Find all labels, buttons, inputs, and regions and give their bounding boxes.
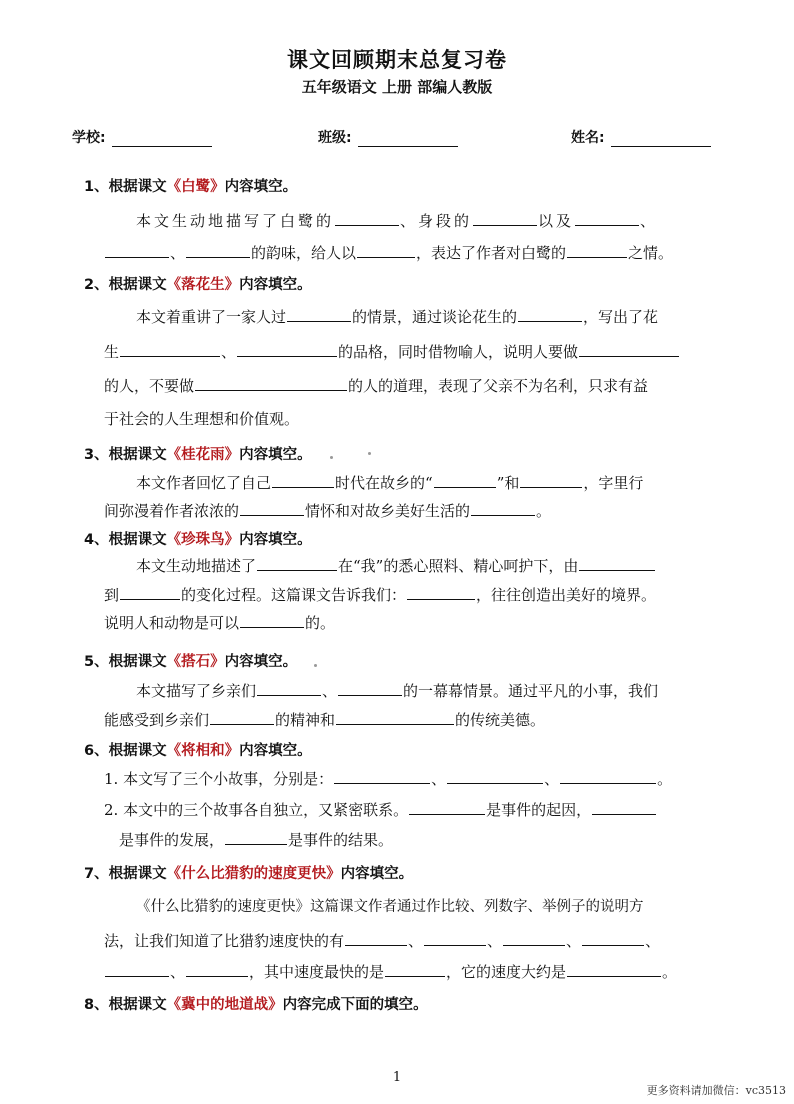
answer-blank[interactable] (518, 306, 582, 322)
page-title: 课文回顾期末总复习卷 (287, 48, 507, 72)
text: 是事件的起因， (486, 801, 592, 819)
school-blank[interactable] (112, 132, 212, 147)
page-number: 1 (392, 1070, 402, 1085)
text: 本文生动地描写了白鹭的 (136, 212, 335, 230)
answer-blank[interactable] (272, 472, 334, 488)
answer-blank[interactable] (575, 210, 639, 226)
class-field (318, 127, 458, 147)
answer-blank[interactable] (257, 680, 321, 696)
text: ，它的速度大约是 (446, 963, 567, 981)
question-7-heading (84, 862, 413, 883)
question-number: 5、根据课文 (84, 654, 167, 670)
book-title: 《落花生》 (166, 277, 240, 293)
question-number: 4、根据课文 (84, 532, 167, 548)
answer-blank[interactable] (503, 930, 565, 946)
text: 是事件的结果。 (288, 831, 394, 849)
book-title: 《什么比猎豹的速度更快》 (166, 866, 341, 882)
answer-blank[interactable] (225, 829, 287, 845)
name-blank[interactable] (611, 132, 711, 147)
text: 的韵味，给人以 (251, 244, 357, 262)
question-number: 8、根据课文 (84, 997, 167, 1013)
stray-mark (330, 456, 333, 459)
answer-blank[interactable] (240, 612, 304, 628)
text: 本文着重讲了一家人过 (136, 308, 287, 326)
answer-blank[interactable] (592, 799, 656, 815)
question-instruction: 内容填空。 (224, 654, 298, 670)
school-field (72, 127, 212, 147)
answer-blank[interactable] (287, 306, 351, 322)
answer-blank[interactable] (434, 472, 496, 488)
answer-blank[interactable] (105, 961, 169, 977)
q7-line-2 (104, 930, 660, 951)
q2-line-4: 于社会的人生理想和价值观。 (104, 410, 300, 428)
book-title: 《冀中的地道战》 (166, 997, 283, 1013)
question-6-heading (84, 739, 312, 760)
text: 法，让我们知道了比猎豹速度快的有 (104, 932, 345, 950)
question-5-heading (84, 650, 297, 671)
q7-line-1: 《什么比猎豹的速度更快》这篇课文作者通过作比较、列数字、举例子的说明方 (136, 899, 644, 915)
answer-blank[interactable] (334, 768, 430, 784)
text: ，写出了花 (583, 308, 659, 326)
q6-line-2 (104, 799, 657, 820)
answer-blank[interactable] (520, 472, 582, 488)
stray-mark (314, 664, 317, 667)
text: 间弥漫着作者浓浓的 (104, 502, 240, 520)
answer-blank[interactable] (195, 375, 347, 391)
book-title: 《搭石》 (166, 654, 225, 670)
name-label: 姓名: (571, 130, 605, 146)
text: 的一幕幕情景。通过平凡的小事，我们 (403, 682, 659, 700)
text: 的。 (305, 614, 336, 632)
question-4-heading (84, 528, 312, 549)
q5-line-2 (104, 709, 545, 730)
q2-line-3 (104, 375, 648, 396)
stray-mark (368, 452, 371, 455)
text: 、 (645, 932, 661, 950)
text: 到 (104, 586, 120, 604)
answer-blank[interactable] (210, 709, 274, 725)
question-instruction: 内容填空。 (224, 179, 298, 195)
text: 、 (640, 212, 659, 230)
text: 本文生动地描述了 (136, 557, 257, 575)
text: 、 (566, 932, 582, 950)
q4-line-1 (136, 555, 656, 576)
text: 2. 本文中的三个故事各自独立，又紧密联系。 (104, 801, 409, 819)
text: 的情景，通过谈论花生的 (352, 308, 518, 326)
question-instruction: 内容填空。 (239, 447, 312, 463)
text: 、 (170, 244, 186, 262)
text: 的人，不要做 (104, 377, 195, 395)
answer-blank[interactable] (186, 242, 250, 258)
answer-blank[interactable] (567, 961, 661, 977)
text: ”和 (496, 474, 520, 492)
answer-blank[interactable] (257, 555, 337, 571)
text: 生 (104, 343, 120, 361)
q6-line-3 (119, 829, 393, 850)
answer-blank[interactable] (120, 341, 220, 357)
answer-blank[interactable] (579, 341, 679, 357)
text: 、 (170, 963, 186, 981)
answer-blank[interactable] (186, 961, 248, 977)
answer-blank[interactable] (567, 242, 627, 258)
q3-line-1 (136, 472, 643, 493)
book-title: 《桂花雨》 (166, 447, 240, 463)
question-instruction: 内容完成下面的填空。 (282, 997, 428, 1013)
answer-blank[interactable] (105, 242, 169, 258)
q7-line-3 (104, 961, 677, 982)
book-title: 《白鹭》 (166, 179, 225, 195)
q2-line-2 (104, 341, 680, 362)
q2-line-1 (136, 306, 658, 327)
text: 、 (322, 682, 338, 700)
question-number: 7、根据课文 (84, 866, 167, 882)
text: 、 (487, 932, 503, 950)
text: ，字里行 (583, 474, 644, 492)
text: 1. 本文写了三个小故事，分别是： (104, 770, 334, 788)
text: 。 (657, 770, 673, 788)
answer-blank[interactable] (473, 210, 537, 226)
text: 是事件的发展， (119, 831, 225, 849)
answer-blank[interactable] (240, 500, 304, 516)
text: 。 (536, 502, 552, 520)
name-field (571, 127, 711, 147)
q6-line-1 (104, 768, 672, 789)
answer-blank[interactable] (582, 930, 644, 946)
text: 的人的道理，表现了父亲不为名利，只求有益 (348, 377, 649, 395)
answer-blank[interactable] (120, 584, 180, 600)
text: 在“我”的悉心照料、精心呵护下，由 (338, 557, 579, 575)
q5-line-1 (136, 680, 658, 701)
text: 之情。 (628, 244, 674, 262)
question-instruction: 内容填空。 (239, 532, 312, 548)
page-subtitle: 五年级语文 上册 部编人教版 (301, 78, 493, 96)
book-title: 《珍珠鸟》 (166, 532, 240, 548)
answer-blank[interactable] (345, 930, 407, 946)
question-number: 3、根据课文 (84, 447, 167, 463)
text: 的精神和 (275, 711, 336, 729)
q1-line-1 (136, 210, 658, 231)
footer-note: 更多资料请加微信：vc3513 (646, 1084, 786, 1097)
answer-blank[interactable] (385, 961, 445, 977)
book-title: 《将相和》 (166, 743, 240, 759)
text: 的变化过程。这篇课文告诉我们： (181, 586, 407, 604)
answer-blank[interactable] (237, 341, 337, 357)
answer-blank[interactable] (471, 500, 535, 516)
text: 时代在故乡的“ (335, 474, 433, 492)
question-2-heading (84, 273, 312, 294)
q4-line-3 (104, 612, 335, 633)
text: ，表达了作者对白鹭的 (416, 244, 567, 262)
text: ，其中速度最快的是 (249, 963, 385, 981)
answer-blank[interactable] (407, 584, 475, 600)
text: 的品格，同时借物喻人，说明人要做 (338, 343, 579, 361)
text: 能感受到乡亲们 (104, 711, 210, 729)
answer-blank[interactable] (357, 242, 415, 258)
answer-blank[interactable] (579, 555, 655, 571)
text: 本文描写了乡亲们 (136, 682, 257, 700)
answer-blank[interactable] (424, 930, 486, 946)
school-label: 学校: (72, 130, 106, 146)
text: 情怀和对故乡美好生活的 (305, 502, 471, 520)
text: ，往往创造出美好的境界。 (476, 586, 657, 604)
question-8-heading (84, 993, 428, 1014)
text: 、 (431, 770, 447, 788)
text: 的传统美德。 (455, 711, 546, 729)
text: 说明人和动物是可以 (104, 614, 240, 632)
q1-line-2 (104, 242, 673, 263)
q3-line-2 (104, 500, 551, 521)
text: 、 (221, 343, 237, 361)
text: 。 (662, 963, 678, 981)
class-label: 班级: (318, 130, 352, 146)
question-instruction: 内容填空。 (239, 743, 312, 759)
class-blank[interactable] (358, 132, 458, 147)
answer-blank[interactable] (560, 768, 656, 784)
answer-blank[interactable] (338, 680, 402, 696)
question-instruction: 内容填空。 (340, 866, 414, 882)
answer-blank[interactable] (335, 210, 399, 226)
question-number: 6、根据课文 (84, 743, 167, 759)
text: 、 (544, 770, 560, 788)
q4-line-2 (104, 584, 656, 605)
question-number: 2、根据课文 (84, 277, 167, 293)
answer-blank[interactable] (447, 768, 543, 784)
text: 以及 (538, 212, 575, 230)
question-instruction: 内容填空。 (239, 277, 312, 293)
answer-blank[interactable] (336, 709, 454, 725)
question-number: 1、根据课文 (84, 179, 167, 195)
text: 本文作者回忆了自己 (136, 474, 272, 492)
question-3-heading (84, 443, 312, 464)
text: 、身段的 (400, 212, 473, 230)
answer-blank[interactable] (409, 799, 485, 815)
question-1-heading (84, 175, 297, 196)
text: 、 (408, 932, 424, 950)
